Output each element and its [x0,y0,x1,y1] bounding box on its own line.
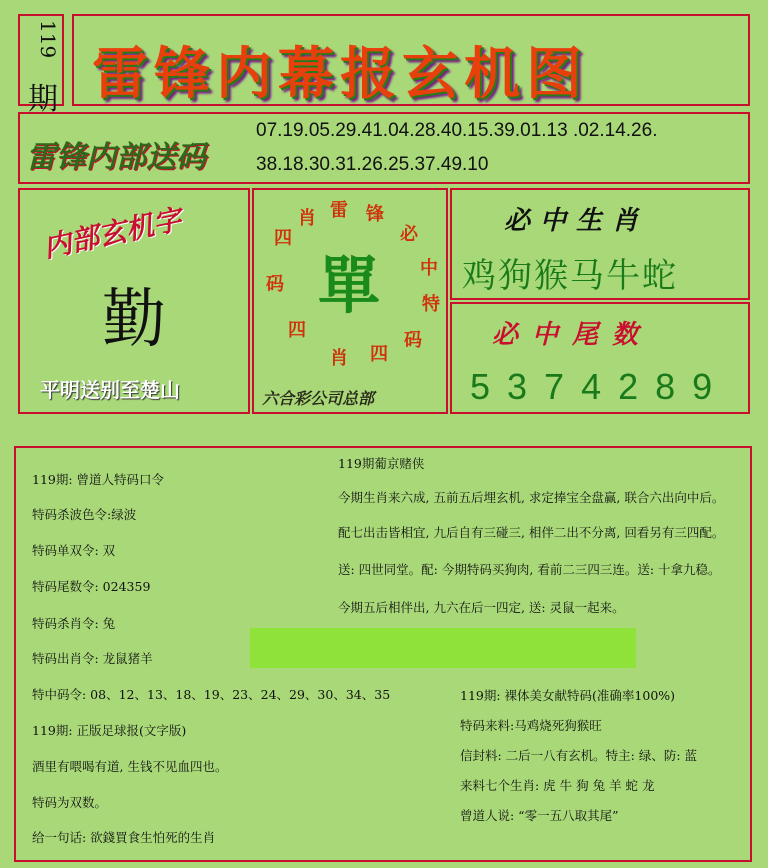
right-bottom-line: 信封料: 二后一八有玄机。特主: 绿、防: 蓝 [460,748,698,763]
issue-number: 119 [36,20,60,59]
ring-char: 四 [370,344,388,365]
xuanji-label: 内部玄机字 [40,202,185,265]
right-top-line: 配七出击皆相宜, 九后自有三碰三, 相伴二出不分离, 回看另有三四配。 [338,525,725,540]
issue-box [18,14,64,117]
ring-char: 中 [420,258,438,279]
highlight-band [250,628,636,668]
right-top-line: 送: 四世同堂。配: 今期特码买狗肉, 看前二三四三连。送: 十拿九稳。 [338,562,721,577]
right-bottom-line: 曾道人说: “零一五八取其尾” [460,808,619,823]
left-line: 酒里有喂喝有道, 生钱不见血四也。 [32,759,228,774]
issue-label: 期 [28,82,58,117]
ring-char: 特 [422,294,440,315]
bizhong-label: 必中生肖 [504,206,649,236]
page-title: 雷锋内幕报玄机图 [92,41,588,107]
ring-char: 雷 [330,200,348,221]
left-line: 特中码令: 08、12、13、18、19、23、24、29、30、34、35 [32,687,391,702]
ring-char: 锋 [366,204,384,225]
ring-char: 码 [266,274,284,295]
special-codes-line-1: 07.19.05.29.41.04.28.40.15.39.01.13 .02.14.26. [256,120,658,141]
special-codes-row [18,112,750,184]
left-line: 给一句话: 欲錢買食生怕死的生肖 [32,830,216,845]
dan-char: 單 [318,249,381,322]
bizhong-animals: 鸡狗猴马牛蛇 [462,256,678,296]
ring-char: 码 [404,330,422,351]
left-line: 119期: 正版足球报(文字版) [32,723,187,738]
right-bottom-line: 119期: 裸体美女献特码(准确率100%) [460,688,676,703]
xuanji-char: 勤 [102,283,166,357]
left-line: 特码为双数。 [32,795,108,810]
ring-char: 四 [274,228,292,249]
weishu-label: 必中尾数 [492,320,653,350]
weishu-digits: 5374289 [470,366,730,407]
title-banner [72,14,750,106]
left-line: 特码尾数令: 024359 [32,579,151,594]
right-top-line: 119期葡京赌侠 [338,456,425,471]
left-line: 特码杀波色令:绿波 [32,507,137,522]
xuanji-panel [18,188,250,414]
special-codes-label: 雷锋内部送码 [26,140,206,175]
xuanji-poem: 平明送别至楚山 [40,378,180,402]
company-label: 六合彩公司总部 [262,389,375,408]
ring-char: 必 [400,224,418,245]
right-top-line: 今期五后相伴出, 九六在后一四定, 送: 灵鼠一起来。 [338,600,625,615]
right-bottom-line: 来料七个生肖: 虎 牛 狗 兔 羊 蛇 龙 [460,778,655,793]
ring-char: 肖 [330,348,348,369]
weishu-panel [450,302,750,414]
left-line: 特码单双令: 双 [32,543,116,558]
info-panel [14,446,752,862]
ring-char: 四 [288,320,306,341]
left-line: 特码杀肖令: 兔 [32,616,116,631]
left-line: 119期: 曾道人特码口令 [32,472,165,487]
dan-panel [252,188,448,414]
right-top-line: 今期生肖来六成, 五前五后埋玄机, 求定捧宝全盘赢, 联合六出向中后。 [338,490,725,505]
special-codes-line-2: 38.18.30.31.26.25.37.49.10 [256,154,489,175]
left-line: 特码出肖令: 龙鼠猪羊 [32,651,153,666]
ring-char: 肖 [298,208,316,229]
right-bottom-line: 特码来料:马鸡烧死狗猴旺 [460,718,602,733]
bizhong-panel [450,188,750,300]
